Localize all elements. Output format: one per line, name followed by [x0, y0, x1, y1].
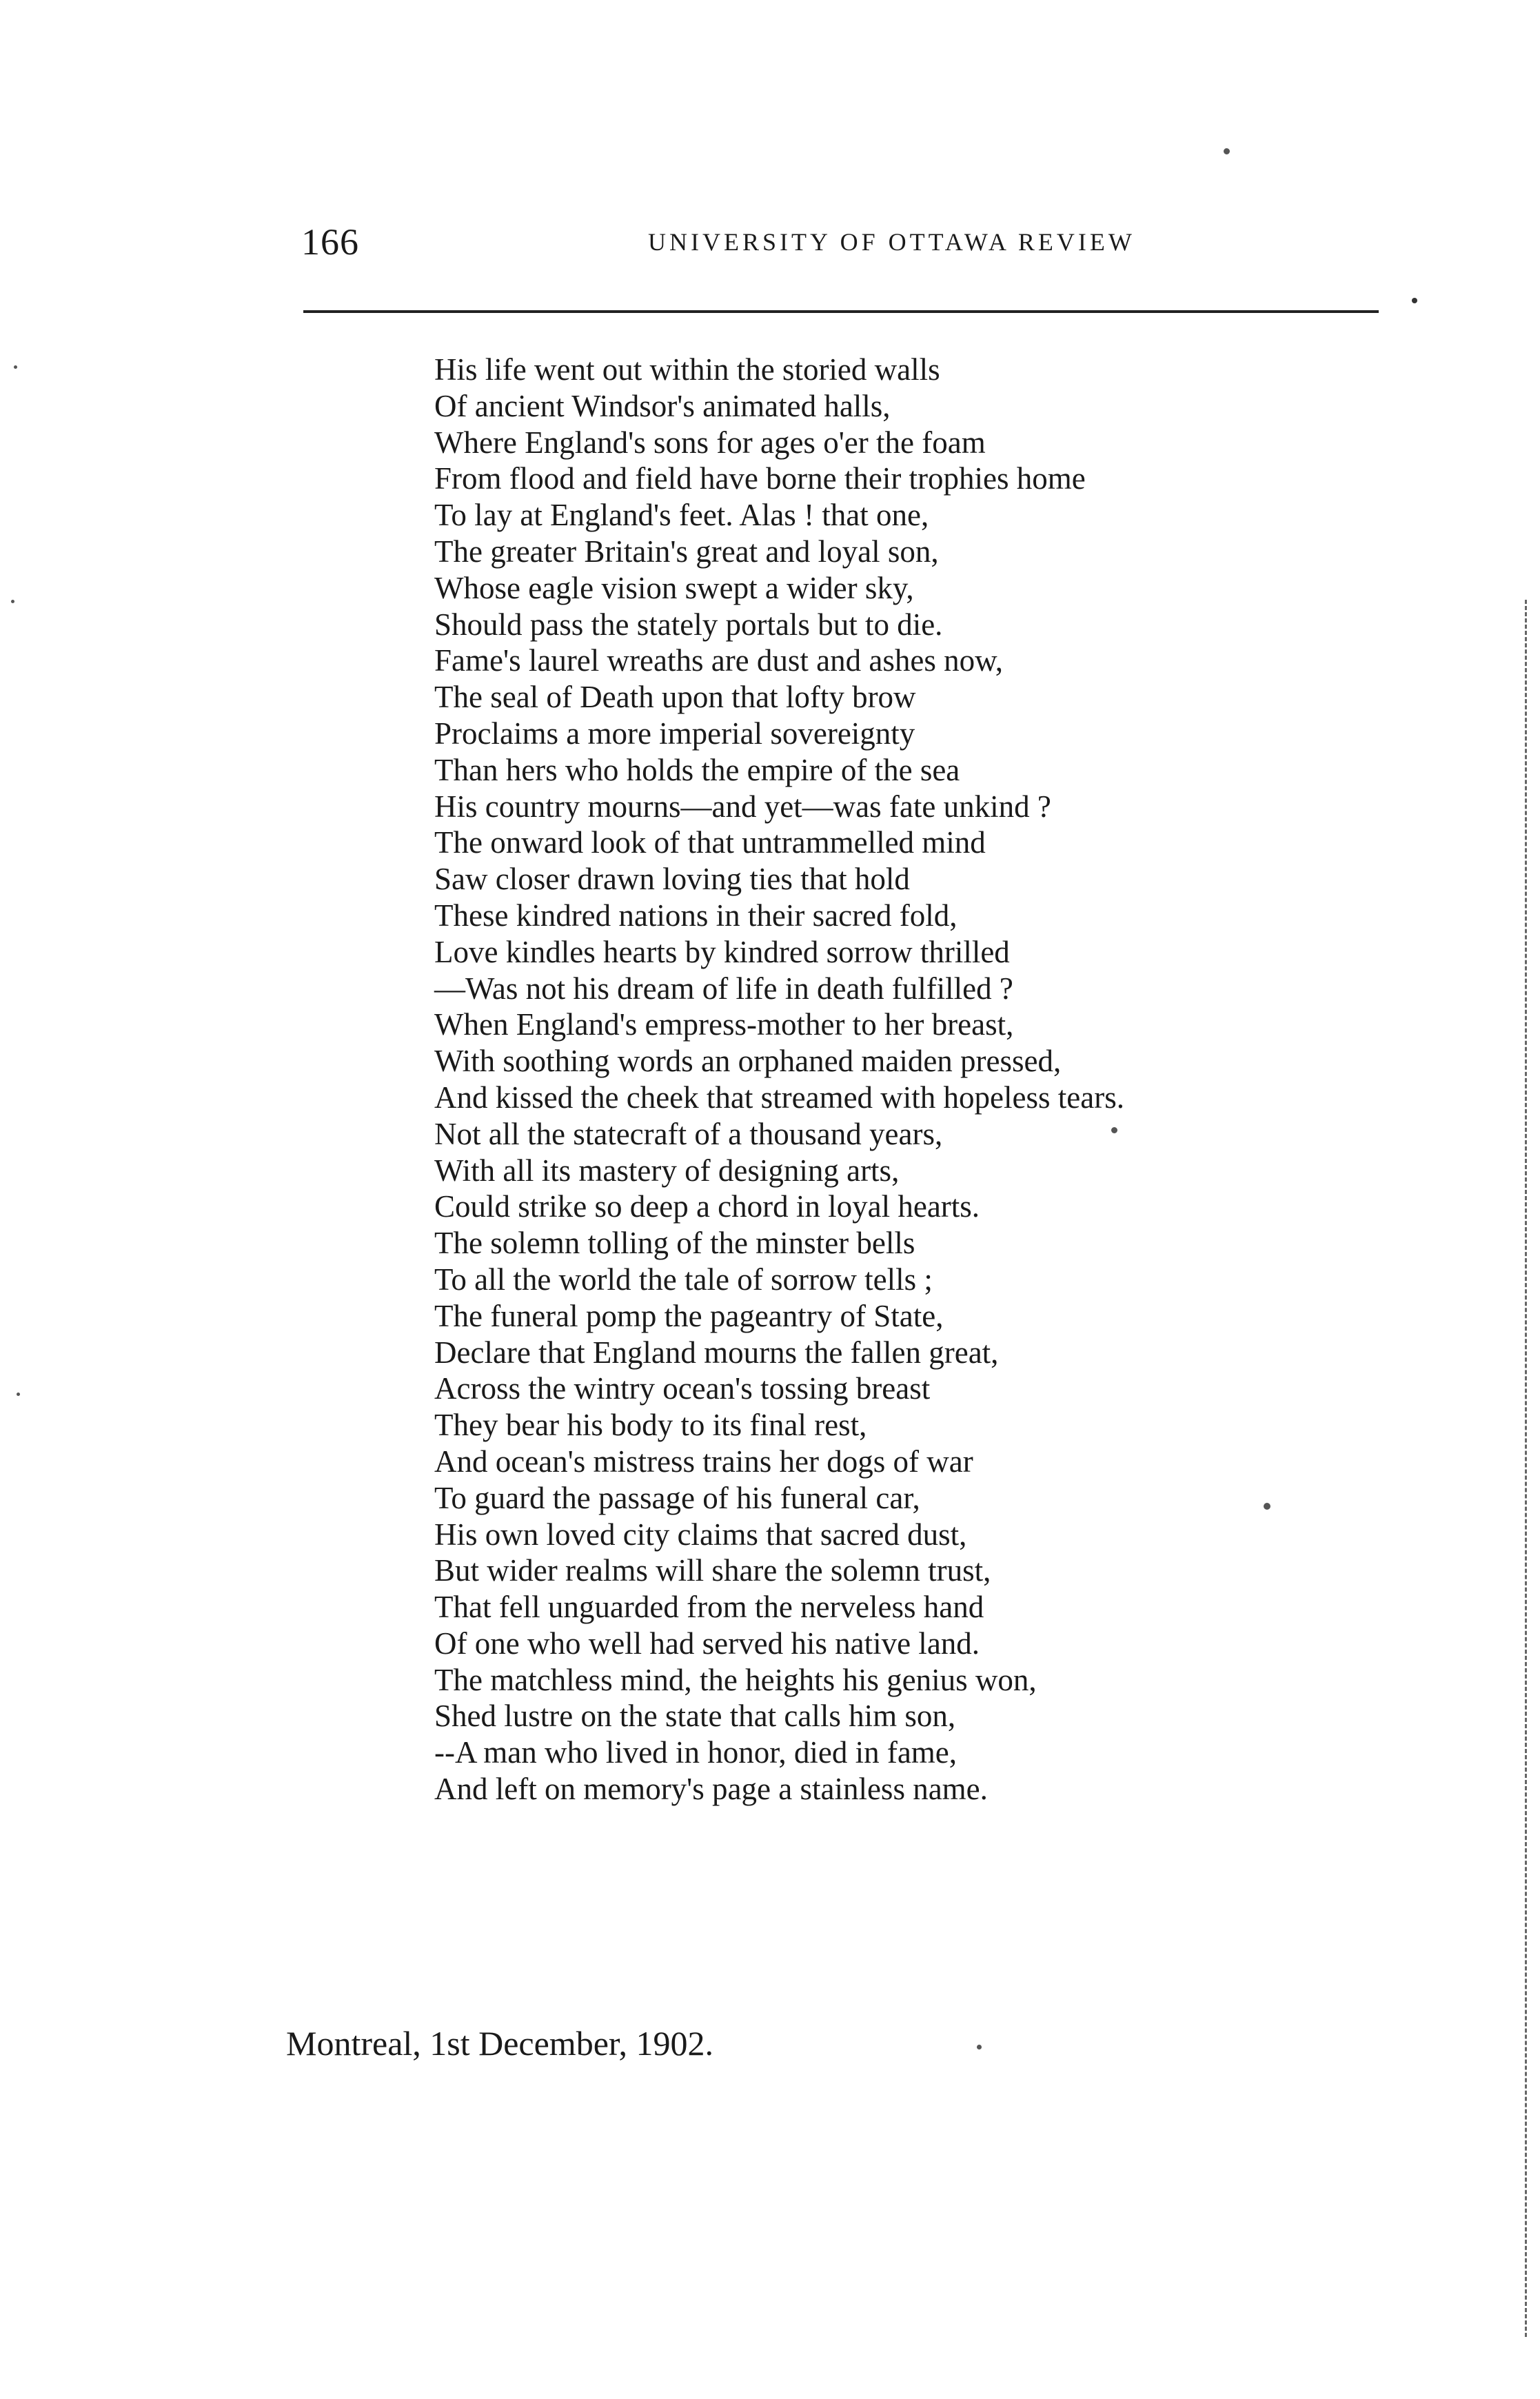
dateline: Montreal, 1st December, 1902. — [286, 2024, 714, 2063]
poem-line: And left on memory's page a stainless name. — [434, 1772, 988, 1807]
scan-speck — [17, 1393, 20, 1396]
poem-line: With soothing words an orphaned maiden pressed, — [434, 1044, 1062, 1079]
poem-line: The onward look of that untrammelled mind — [434, 825, 986, 860]
page-number: 166 — [301, 221, 359, 263]
poem-line: Not all the statecraft of a thousand years, — [434, 1116, 943, 1151]
poem-line: To guard the passage of his funeral car, — [434, 1480, 920, 1515]
poem-line: —Was not his dream of life in death fulfilled ? — [434, 971, 1013, 1006]
header-rule — [303, 310, 1379, 313]
poem-line: The matchless mind, the heights his genius won, — [434, 1662, 1037, 1697]
poem-line: Could strike so deep a chord in loyal hearts. — [434, 1189, 980, 1224]
scan-speck — [1264, 1503, 1270, 1510]
poem-line: And ocean's mistress trains her dogs of war — [434, 1444, 973, 1479]
poem-line: The funeral pomp the pageantry of State, — [434, 1298, 944, 1333]
scan-speck — [14, 365, 17, 369]
poem-line: The greater Britain's great and loyal son, — [434, 534, 939, 569]
poem-line: His life went out within the storied walls — [434, 352, 940, 387]
scan-speck — [11, 600, 14, 603]
scan-speck — [1111, 1127, 1117, 1133]
poem-line: And kissed the cheek that streamed with hopeless tears. — [434, 1080, 1124, 1115]
poem-line: Saw closer drawn loving ties that hold — [434, 862, 910, 897]
poem-line: His own loved city claims that sacred dust, — [434, 1517, 967, 1552]
poem-line: Fame's laurel wreaths are dust and ashes now, — [434, 643, 1003, 678]
poem-line: They bear his body to its final rest, — [434, 1408, 867, 1443]
running-head: UNIVERSITY OF OTTAWA REVIEW — [648, 228, 1135, 256]
poem-line: The solemn tolling of the minster bells — [434, 1226, 915, 1261]
poem-line: --A man who lived in honor, died in fame, — [434, 1735, 958, 1770]
poem-line: Love kindles hearts by kindred sorrow thrilled — [434, 934, 1010, 969]
poem-line: His country mourns—and yet—was fate unkind ? — [434, 789, 1051, 824]
poem-line: But wider realms will share the solemn trust, — [434, 1553, 991, 1588]
poem-line: These kindred nations in their sacred fold, — [434, 898, 958, 933]
scan-edge-line — [1525, 600, 1527, 2337]
poem-line: Of ancient Windsor's animated halls, — [434, 388, 891, 423]
poem-line: Where England's sons for ages o'er the foam — [434, 425, 986, 460]
poem-line: With all its mastery of designing arts, — [434, 1153, 900, 1188]
poem-line: Declare that England mourns the fallen great, — [434, 1335, 999, 1370]
poem-line: Across the wintry ocean's tossing breast — [434, 1371, 931, 1406]
poem-line: When England's empress-mother to her breast, — [434, 1007, 1014, 1042]
poem-line: Should pass the stately portals but to die. — [434, 607, 943, 642]
scan-speck — [977, 2045, 982, 2049]
poem-line: That fell unguarded from the nerveless hand — [434, 1590, 984, 1625]
poem-line: The seal of Death upon that lofty brow — [434, 680, 916, 715]
scan-speck — [1224, 148, 1230, 154]
rule-speck — [1412, 298, 1417, 303]
poem-line: Of one who well had served his native land. — [434, 1626, 980, 1661]
poem — [434, 352, 1124, 1808]
poem-line: Whose eagle vision swept a wider sky, — [434, 570, 914, 605]
poem-line: Than hers who holds the empire of the sea — [434, 752, 960, 787]
poem-line: Proclaims a more imperial sovereignty — [434, 716, 915, 751]
poem-line: To lay at England's feet. Alas ! that one, — [434, 498, 929, 533]
poem-line: To all the world the tale of sorrow tells ; — [434, 1262, 933, 1297]
poem-line: Shed lustre on the state that calls him son, — [434, 1699, 956, 1734]
poem-line: From flood and field have borne their trophies home — [434, 461, 1086, 496]
